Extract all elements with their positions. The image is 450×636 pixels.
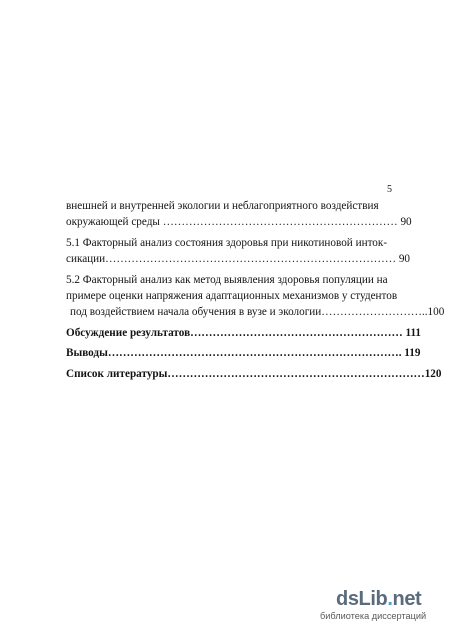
watermark-subtitle: библиотека диссертаций [320, 611, 427, 621]
toc-line: окружающей среды ……………………………………………………… 90 [66, 216, 412, 229]
brand-lib: Lib [358, 588, 388, 610]
toc-line: примере оценки напряжения адаптационных механизмов у студентов [66, 290, 398, 303]
table-of-contents [66, 198, 445, 382]
toc-line: внешней и внутренней экологии и неблагоприятного воздействия [66, 200, 379, 212]
page-number: 5 [387, 184, 392, 195]
brand-dot: . [387, 588, 393, 610]
toc-line: 5.1 Факторный анализ состояния здоровья при никотиновой инток- [66, 236, 388, 249]
watermark-brand [336, 588, 426, 610]
toc-line: 5.2 Факторный анализ как метод выявления здоровья популяции на [66, 273, 388, 286]
brand-net: net [392, 588, 422, 610]
brand-ds: ds [336, 588, 359, 610]
toc-line-discussion: Обсуждение результатов………………………………………………… 111 [66, 326, 422, 339]
watermark-logo [320, 588, 427, 621]
toc-line: под воздействием начала обучения в вузе и экологии………………………..100 [70, 306, 445, 319]
toc-line-references: Список литературы……………………………………………………………120 [66, 367, 442, 380]
toc-line: сикации…………………………………………………………………… 90 [66, 253, 411, 266]
toc-line-conclusions: Выводы……………………………………………………………………. 119 [66, 347, 421, 360]
